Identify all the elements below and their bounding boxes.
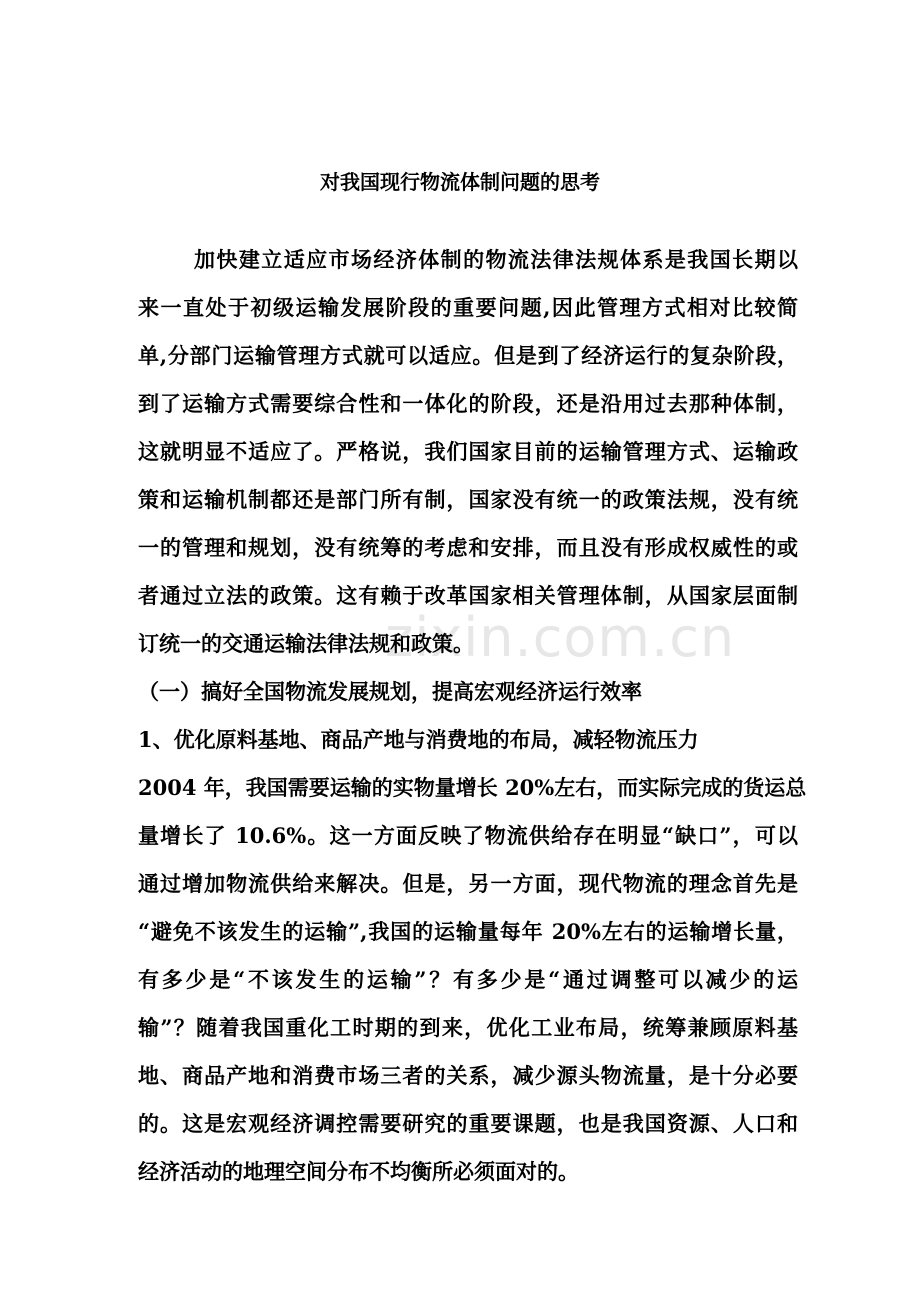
paragraph-line: 量增长了 10.6%。这一方面反映了物流供给存在明显“缺口”，可以: [138, 823, 798, 848]
paragraph-line: 单,分部门运输管理方式就可以适应。但是到了经济运行的复杂阶段，: [138, 343, 798, 368]
paragraph-line: 输”？随着我国重化工时期的到来，优化工业布局，统筹兼顾原料基: [138, 1015, 798, 1040]
subsection-heading: 1、优化原料基地、商品产地与消费地的布局，减轻物流压力: [138, 727, 699, 752]
paragraph-line: 的。这是宏观经济调控需要研究的重要课题，也是我国资源、人口和: [138, 1111, 798, 1136]
paragraph-line: 来一直处于初级运输发展阶段的重要问题,因此管理方式相对比较简: [138, 295, 798, 320]
paragraph-line: 订统一的交通运输法律法规和政策。: [138, 631, 474, 656]
paragraph-line: 经济活动的地理空间分布不均衡所必须面对的。: [138, 1159, 579, 1184]
paragraph-line: 一的管理和规划，没有统筹的考虑和安排，而且没有形成权威性的或: [138, 535, 798, 560]
paragraph-line: 加快建立适应市场经济体制的物流法律法规体系是我国长期以: [194, 247, 798, 272]
paragraph-line: 通过增加物流供给来解决。但是，另一方面，现代物流的理念首先是: [138, 871, 798, 896]
paragraph-line: 有多少是“不该发生的运输”？有多少是“通过调整可以减少的运: [138, 967, 798, 992]
section-heading: （一）搞好全国物流发展规划，提高宏观经济运行效率: [138, 679, 642, 704]
paragraph-line: 这就明显不适应了。严格说，我们国家目前的运输管理方式、运输政: [138, 439, 798, 464]
paragraph-line: 策和运输机制都还是部门所有制，国家没有统一的政策法规，没有统: [138, 487, 798, 512]
paragraph-line: 地、商品产地和消费市场三者的关系，减少源头物流量，是十分必要: [138, 1063, 798, 1088]
paragraph-line: 2004 年，我国需要运输的实物量增长 20%左右，而实际完成的货运总: [138, 775, 807, 800]
paragraph-line: 到了运输方式需要综合性和一体化的阶段，还是沿用过去那种体制，: [138, 391, 798, 416]
paragraph-line: “避免不该发生的运输”,我国的运输量每年 20%左右的运输增长量，: [138, 919, 798, 944]
paragraph-line: 者通过立法的政策。这有赖于改革国家相关管理体制，从国家层面制: [138, 583, 798, 608]
document-title: 对我国现行物流体制问题的思考: [320, 170, 600, 194]
svg-text:zixin.com.cn: zixin.com.cn: [385, 606, 736, 669]
